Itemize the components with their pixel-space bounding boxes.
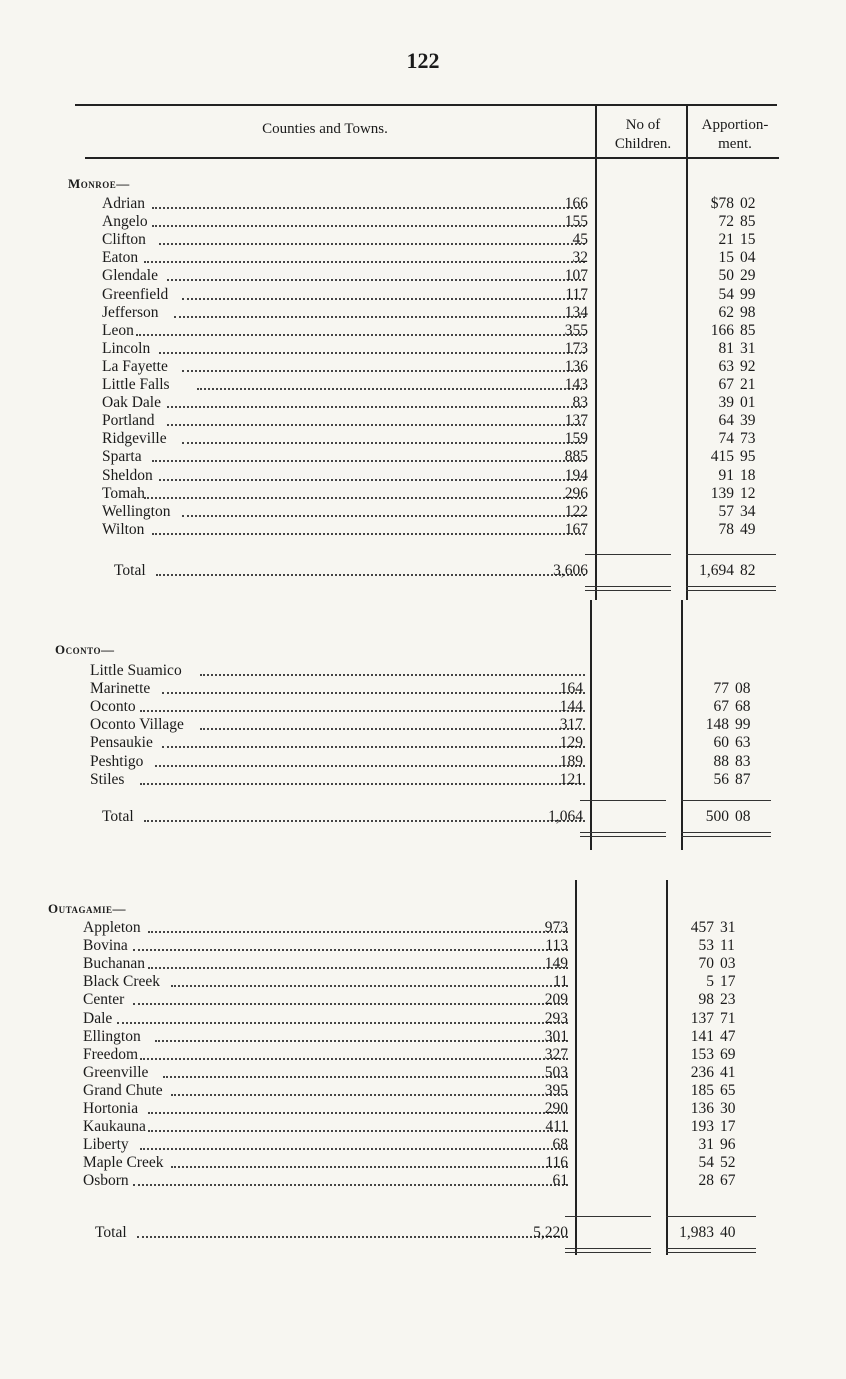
apportionment-dollars: 54: [698, 1154, 714, 1172]
apportionment-cents: 40: [720, 1224, 736, 1241]
apportionment-cents: 47: [720, 1027, 736, 1045]
table-row: [0, 195, 846, 213]
sum-rule-apportionment: [666, 1216, 756, 1217]
town-name: Oconto Village: [90, 716, 184, 734]
table-row: [0, 991, 846, 1009]
apportionment-dollars: 57: [718, 502, 734, 520]
children-count: 136: [564, 357, 588, 375]
apportionment-cents: 71: [720, 1009, 736, 1027]
table-row: [0, 919, 846, 937]
total-row: [0, 808, 846, 826]
town-name: Osborn: [83, 1172, 129, 1190]
children-count: 3,606: [553, 562, 588, 579]
apportionment-cents: 83: [735, 752, 751, 770]
column-divider-left: [595, 106, 597, 166]
apportionment-dollars: 98: [698, 991, 714, 1009]
table-row: [0, 1064, 846, 1082]
table-row: [0, 753, 846, 771]
children-count: 885: [564, 448, 588, 466]
town-name: Tomah: [102, 484, 145, 502]
children-count: 61: [552, 1172, 568, 1190]
header-apportionment-line-2: ment.: [718, 136, 752, 152]
table-row: [0, 1082, 846, 1100]
town-name: Kaukauna: [83, 1118, 146, 1136]
town-name: Maple Creek: [83, 1154, 164, 1172]
apportionment-cents: 15: [740, 231, 756, 249]
total-double-rule: [686, 590, 776, 591]
table-row: [0, 340, 846, 358]
children-count: 296: [564, 484, 588, 502]
apportionment-cents: 03: [720, 955, 736, 973]
total-double-rule: [580, 832, 666, 833]
town-name: Center: [83, 991, 125, 1009]
table-row: [0, 376, 846, 394]
table-row: [0, 716, 846, 734]
apportionment-cents: 85: [740, 321, 756, 339]
children-count: 107: [564, 267, 588, 285]
town-name: Lincoln: [102, 339, 151, 357]
apportionment-dollars: 64: [718, 412, 734, 430]
total-label: Total: [114, 562, 146, 579]
town-name: Sheldon: [102, 466, 153, 484]
sum-rule-apportionment: [686, 554, 776, 555]
apportionment-cents: 12: [740, 484, 756, 502]
apportionment-dollars: 77: [713, 680, 729, 698]
children-count: 149: [544, 955, 568, 973]
apportionment-dollars: 67: [718, 376, 734, 393]
children-count: 159: [564, 430, 588, 448]
apportionment-cents: 87: [735, 770, 751, 788]
apportionment-dollars: 1,694: [699, 562, 734, 579]
town-name: Clifton: [102, 231, 146, 249]
apportionment-cents: 52: [720, 1154, 736, 1172]
table-row: [0, 249, 846, 267]
children-count: 189: [559, 752, 583, 770]
town-name: Wellington: [102, 502, 171, 520]
apportionment-dollars: 185: [690, 1081, 714, 1099]
table-row: [0, 213, 846, 231]
apportionment-dollars: 50: [718, 267, 734, 285]
apportionment-dollars: 56: [713, 770, 729, 788]
table-row: [0, 1172, 846, 1190]
table-row: [0, 286, 846, 304]
total-double-rule: [686, 586, 776, 587]
header-counties-towns: Counties and Towns.: [262, 121, 388, 137]
apportionment-cents: 08: [735, 680, 751, 698]
apportionment-cents: 30: [720, 1100, 736, 1117]
table-row: [0, 448, 846, 466]
town-name: Pensaukie: [90, 734, 153, 752]
children-count: 122: [564, 502, 588, 520]
apportionment-dollars: 139: [710, 484, 734, 502]
children-count: 32: [572, 249, 588, 267]
apportionment-cents: 65: [720, 1081, 736, 1099]
apportionment-dollars: 88: [713, 752, 729, 770]
apportionment-dollars: 21: [718, 231, 734, 249]
table-row: [0, 771, 846, 789]
table-row: [0, 304, 846, 322]
apportionment-dollars: 415: [710, 448, 734, 466]
total-row: [0, 1224, 846, 1242]
table-row: [0, 394, 846, 412]
column-divider-right: [686, 106, 688, 166]
total-double-rule: [585, 590, 671, 591]
children-count: 164: [559, 680, 583, 698]
header-apportionment: [690, 116, 780, 154]
town-name: Ridgeville: [102, 430, 167, 448]
town-name: Adrian: [102, 195, 146, 212]
apportionment-dollars: 67: [713, 698, 729, 716]
table-row: [0, 430, 846, 448]
town-name: Leon: [102, 321, 134, 339]
apportionment-cents: 69: [720, 1045, 736, 1063]
apportionment-dollars: 5: [706, 973, 714, 991]
town-name: Ellington: [83, 1027, 141, 1045]
children-count: 209: [544, 991, 568, 1009]
apportionment-dollars: 500: [705, 808, 729, 825]
apportionment-cents: 67: [720, 1172, 736, 1190]
town-name: Peshtigo: [90, 752, 144, 770]
apportionment-dollars: 136: [690, 1100, 714, 1117]
town-name: Stiles: [90, 770, 125, 788]
apportionment-dollars: 78: [718, 520, 734, 538]
sum-rule-apportionment: [681, 800, 771, 801]
county-heading: Monroe—: [68, 176, 130, 191]
apportionment-dollars: 72: [718, 213, 734, 231]
total-double-rule: [666, 1248, 756, 1249]
apportionment-dollars: 137: [690, 1009, 714, 1027]
town-name: La Fayette: [102, 357, 168, 375]
apportionment-cents: 31: [740, 339, 756, 357]
apportionment-dollars: 193: [690, 1118, 714, 1136]
apportionment-cents: 92: [740, 357, 756, 375]
table-row: [0, 662, 846, 680]
town-name: Portland: [102, 412, 155, 430]
children-count: 117: [565, 285, 588, 303]
leader-dots: [200, 674, 585, 676]
table-row: [0, 734, 846, 752]
children-count: 144: [559, 698, 583, 716]
children-count: 395: [544, 1081, 568, 1099]
apportionment-cents: 21: [740, 376, 756, 393]
town-name: Dale: [83, 1009, 113, 1027]
town-name: Greenville: [83, 1063, 149, 1081]
apportionment-dollars: 148: [705, 716, 729, 734]
total-row: [0, 562, 846, 580]
table-row: [0, 698, 846, 716]
sum-rule-children: [580, 800, 666, 801]
town-name: Greenfield: [102, 285, 169, 303]
apportionment-cents: 17: [720, 1118, 736, 1136]
town-name: Grand Chute: [83, 1081, 163, 1099]
sum-rule-children: [585, 554, 671, 555]
total-label: Total: [95, 1224, 127, 1241]
apportionment-dollars: 63: [718, 357, 734, 375]
header-top-rule: [75, 104, 777, 106]
children-count: 327: [544, 1045, 568, 1063]
apportionment-dollars: 62: [718, 303, 734, 321]
page-number: 122: [406, 48, 440, 73]
children-count: 503: [544, 1063, 568, 1081]
table-row: [0, 503, 846, 521]
apportionment-cents: 73: [740, 430, 756, 448]
town-name: Wilton: [102, 520, 145, 538]
children-count: 1,064: [548, 808, 583, 825]
table-row: [0, 1028, 846, 1046]
children-count: 194: [564, 466, 588, 484]
table-row: [0, 937, 846, 955]
table-row: [0, 1154, 846, 1172]
children-count: 155: [564, 213, 588, 231]
table-row: [0, 485, 846, 503]
header-children-line-2: Children.: [614, 136, 672, 152]
total-double-rule: [681, 836, 771, 837]
town-name: Little Falls: [102, 376, 170, 393]
town-name: Marinette: [90, 680, 151, 698]
apportionment-cents: 04: [740, 249, 756, 267]
table-row: [0, 358, 846, 376]
children-count: 116: [545, 1154, 568, 1172]
children-count: 68: [552, 1136, 568, 1154]
town-name: Little Suamico: [90, 662, 182, 679]
apportionment-dollars: 28: [698, 1172, 714, 1190]
apportionment-cents: 63: [735, 734, 751, 752]
apportionment-cents: 41: [720, 1063, 736, 1081]
apportionment-cents: 01: [740, 394, 756, 412]
apportionment-cents: 68: [735, 698, 751, 716]
children-count: 167: [564, 520, 588, 538]
apportionment-cents: 34: [740, 502, 756, 520]
apportionment-dollars: 70: [698, 955, 714, 973]
total-double-rule: [666, 1252, 756, 1253]
apportionment-cents: 29: [740, 267, 756, 285]
apportionment-dollars: 15: [718, 249, 734, 267]
apportionment-dollars: 39: [718, 394, 734, 412]
apportionment-dollars: 457: [690, 919, 714, 936]
apportionment-cents: 08: [735, 808, 751, 825]
apportionment-cents: 96: [720, 1136, 736, 1154]
table-row: [0, 467, 846, 485]
town-name: Appleton: [83, 919, 141, 936]
table-row: [0, 1010, 846, 1028]
children-count: 143: [564, 376, 588, 393]
header-no-of-children: [598, 116, 688, 154]
children-count: 355: [564, 321, 588, 339]
total-label: Total: [102, 808, 134, 825]
children-count: 113: [545, 937, 568, 955]
apportionment-cents: 11: [720, 937, 735, 955]
children-count: 290: [544, 1100, 568, 1117]
apportionment-cents: 99: [735, 716, 751, 734]
apportionment-dollars: $78: [710, 195, 734, 212]
total-double-rule: [565, 1252, 651, 1253]
apportionment-cents: 49: [740, 520, 756, 538]
apportionment-dollars: 153: [690, 1045, 714, 1063]
table-row: [0, 955, 846, 973]
town-name: Black Creek: [83, 973, 161, 991]
children-count: 83: [572, 394, 588, 412]
apportionment-dollars: 81: [718, 339, 734, 357]
table-row: [0, 1118, 846, 1136]
children-count: 317: [559, 716, 583, 734]
apportionment-dollars: 31: [698, 1136, 714, 1154]
children-count: 5,220: [533, 1224, 568, 1241]
table-row: [0, 1136, 846, 1154]
apportionment-dollars: 236: [690, 1063, 714, 1081]
apportionment-dollars: 74: [718, 430, 734, 448]
children-count: 973: [544, 919, 568, 936]
town-name: Oak Dale: [102, 394, 161, 412]
apportionment-cents: 02: [740, 195, 756, 212]
children-count: 411: [545, 1118, 568, 1136]
header-children-line-1: No of: [625, 117, 661, 133]
apportionment-cents: 95: [740, 448, 756, 466]
total-double-rule: [565, 1248, 651, 1249]
apportionment-cents: 23: [720, 991, 736, 1009]
apportionment-cents: 31: [720, 919, 736, 936]
town-name: Angelo: [102, 213, 148, 231]
town-name: Hortonia: [83, 1100, 139, 1117]
table-row: [0, 322, 846, 340]
children-count: 173: [564, 339, 588, 357]
apportionment-cents: 98: [740, 303, 756, 321]
apportionment-dollars: 53: [698, 937, 714, 955]
table-row: [0, 680, 846, 698]
county-heading: Oconto—: [55, 642, 115, 657]
town-name: Jefferson: [102, 303, 159, 321]
apportionment-dollars: 166: [710, 321, 734, 339]
apportionment-cents: 17: [720, 973, 736, 991]
town-name: Liberty: [83, 1136, 129, 1154]
apportionment-cents: 99: [740, 285, 756, 303]
children-count: 129: [559, 734, 583, 752]
total-double-rule: [580, 836, 666, 837]
apportionment-cents: 82: [740, 562, 756, 579]
table-row: [0, 1046, 846, 1064]
town-name: Freedom: [83, 1045, 139, 1063]
town-name: Bovina: [83, 937, 128, 955]
header-apportionment-line-1: Apportion-: [701, 117, 769, 133]
children-count: 137: [564, 412, 588, 430]
apportionment-cents: 39: [740, 412, 756, 430]
apportionment-dollars: 141: [690, 1027, 714, 1045]
town-name: Oconto: [90, 698, 136, 716]
total-double-rule: [585, 586, 671, 587]
county-heading: Outagamie—: [48, 901, 126, 916]
total-double-rule: [681, 832, 771, 833]
table-row: [0, 267, 846, 285]
apportionment-dollars: 54: [718, 285, 734, 303]
town-name: Eaton: [102, 249, 139, 267]
children-count: 121: [559, 770, 583, 788]
table-row: [0, 973, 846, 991]
town-name: Buchanan: [83, 955, 145, 973]
town-name: Sparta: [102, 448, 142, 466]
town-name: Glendale: [102, 267, 158, 285]
header-bottom-rule: [85, 157, 779, 159]
apportionment-dollars: 1,983: [679, 1224, 714, 1241]
apportionment-cents: 18: [740, 466, 756, 484]
apportionment-dollars: 91: [718, 466, 734, 484]
children-count: 166: [564, 195, 588, 212]
table-row: [0, 231, 846, 249]
children-count: 134: [564, 303, 588, 321]
table-row: [0, 1100, 846, 1118]
table-row: [0, 521, 846, 539]
table-row: [0, 412, 846, 430]
apportionment-cents: 85: [740, 213, 756, 231]
children-count: 11: [553, 973, 568, 991]
children-count: 301: [544, 1027, 568, 1045]
children-count: 45: [572, 231, 588, 249]
sum-rule-children: [565, 1216, 651, 1217]
children-count: 293: [544, 1009, 568, 1027]
apportionment-dollars: 60: [713, 734, 729, 752]
